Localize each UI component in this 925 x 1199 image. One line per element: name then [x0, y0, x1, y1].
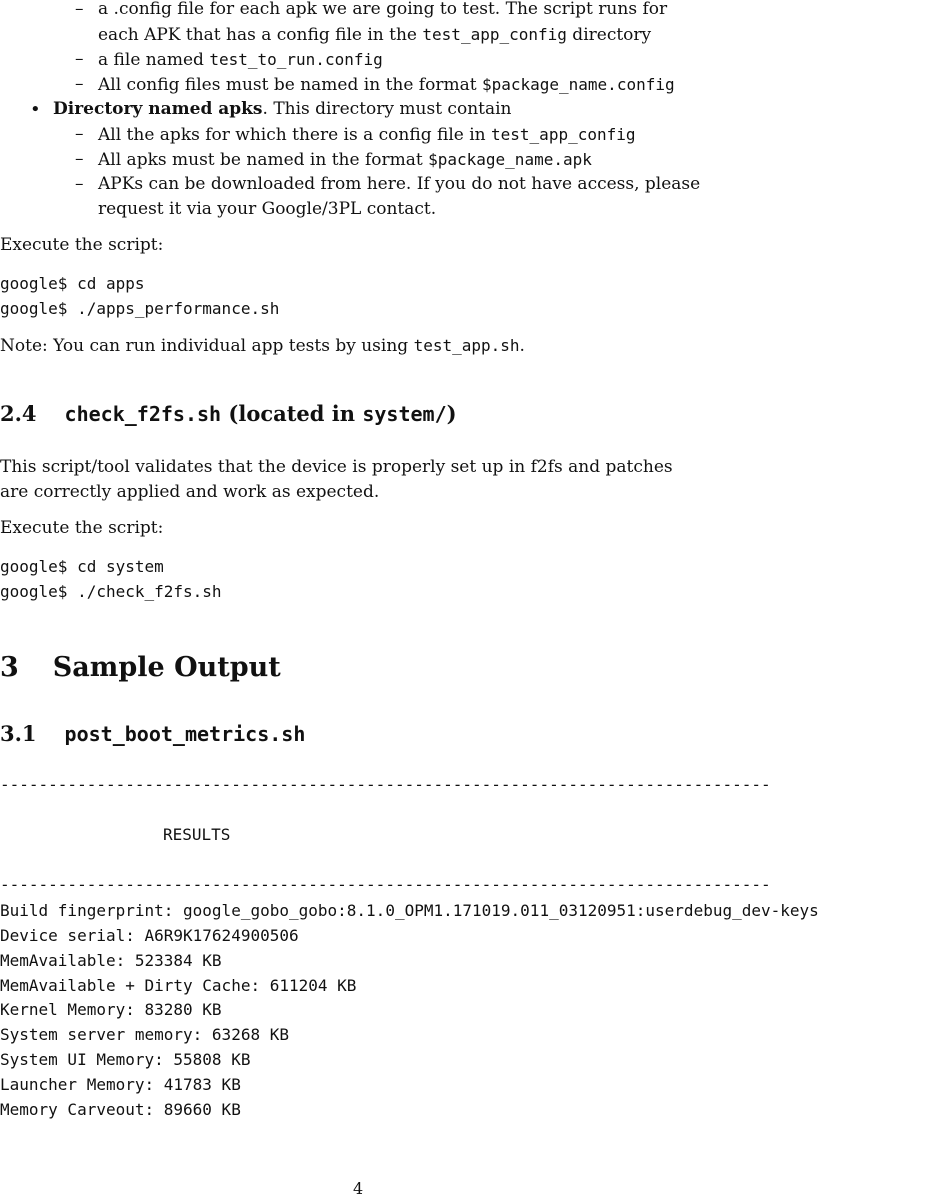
dashed-rule: -------------------------------------------------------------------------------- [0, 875, 771, 894]
inline-code: $package_name.apk [428, 150, 592, 169]
output-line: Kernel Memory: 83280 KB [0, 1000, 222, 1019]
paragraph-line: are correctly applied and work as expected. [0, 482, 380, 502]
dash-marker: – [75, 49, 84, 69]
code-line: google$ ./check_f2fs.sh [0, 582, 222, 601]
list-item-text: APKs can be downloaded from here. If you do not have access, please [98, 174, 701, 194]
dash-marker: – [75, 124, 84, 144]
section-heading-2-4: 2.4 check_f2fs.sh (located in system/) [0, 401, 457, 426]
list-item-text: All apks must be named in the format $package_name.apk [98, 150, 592, 170]
inline-code: test_to_run.config [209, 50, 383, 69]
dash-marker: – [75, 149, 84, 169]
output-line: Device serial: A6R9K17624900506 [0, 926, 299, 945]
execute-label: Execute the script: [0, 235, 164, 255]
list-item-text: All the apks for which there is a config file in test_app_config [98, 125, 636, 145]
list-item-text: All config files must be named in the format $package_name.config [98, 75, 675, 95]
list-item-text: Directory named apks. This directory must contain [53, 99, 512, 119]
output-line: System server memory: 63268 KB [0, 1025, 289, 1044]
note-text: Note: You can run individual app tests by using test_app.sh. [0, 336, 525, 356]
inline-code: test_app_config [422, 25, 567, 44]
output-line: Build fingerprint: google_gobo_gobo:8.1.0_OPM1.171019.011_03120951:userdebug_dev-keys [0, 901, 819, 920]
code-line: google$ cd apps [0, 274, 145, 293]
dash-marker: – [75, 74, 84, 94]
results-label: RESULTS [163, 825, 231, 844]
output-line: Memory Carveout: 89660 KB [0, 1100, 241, 1119]
code-line: google$ ./apps_performance.sh [0, 299, 280, 318]
list-item-text: a .config file for each apk we are going to test. The script runs for [98, 0, 668, 19]
paragraph-line: This script/tool validates that the device is properly set up in f2fs and patches [0, 457, 673, 477]
dash-marker: – [75, 174, 84, 194]
dashed-rule: -------------------------------------------------------------------------------- [0, 775, 771, 794]
output-line: Launcher Memory: 41783 KB [0, 1075, 241, 1094]
output-line: MemAvailable: 523384 KB [0, 951, 222, 970]
list-item-text: each APK that has a config file in the test_app_config directory [98, 25, 652, 45]
inline-code: $package_name.config [481, 75, 675, 94]
section-heading-3-1: 3.1 post_boot_metrics.sh [0, 721, 306, 746]
list-item-text: a file named test_to_run.config [98, 50, 383, 70]
code-line: google$ cd system [0, 557, 164, 576]
output-line: System UI Memory: 55808 KB [0, 1050, 251, 1069]
page-number: 4 [353, 1179, 364, 1198]
inline-code: test_app_config [491, 125, 636, 144]
list-item-text: request it via your Google/3PL contact. [98, 199, 437, 219]
output-line: MemAvailable + Dirty Cache: 611204 KB [0, 976, 357, 995]
bullet-marker: • [30, 99, 41, 120]
execute-label: Execute the script: [0, 518, 164, 538]
section-heading-3: 3 Sample Output [0, 652, 281, 683]
inline-code: test_app.sh [413, 336, 520, 355]
dash-marker: – [75, 0, 84, 19]
